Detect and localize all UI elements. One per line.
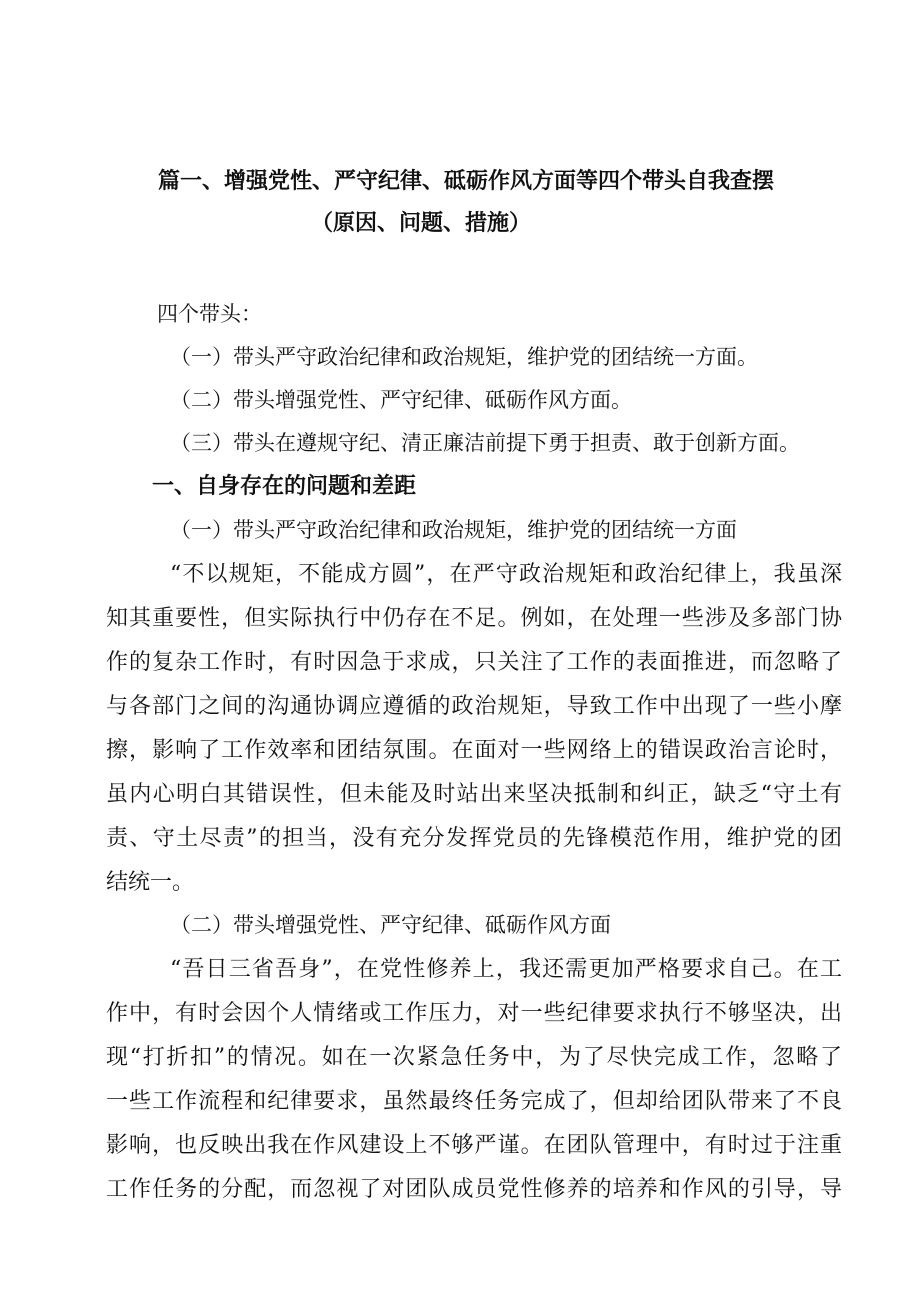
paragraph-line: 一些工作流程和纪律要求，虽然最终任务完成了，但却给团队带来了不良 xyxy=(106,1089,842,1114)
section-heading: 一、自身存在的问题和差距 xyxy=(152,474,417,499)
paragraph-line: 影响，也反映出我在作风建设上不够严谨。在团队管理中，有时过于注重 xyxy=(106,1133,842,1158)
paragraph-line: 作中，有时会因个人情绪或工作压力，对一些纪律要求执行不够坚决，出 xyxy=(106,1001,842,1026)
paragraph-line: 作的复杂工作时，有时因急于求成，只关注了工作的表面推进，而忽略了 xyxy=(106,650,842,675)
paragraph-line: 擦，影响了工作效率和团结氛围。在面对一些网络上的错误政治言论时， xyxy=(106,738,842,763)
intro-label: 四个带头： xyxy=(157,302,262,326)
paragraph-line: 结统一。 xyxy=(106,870,195,895)
subsection-heading: （一）带头严守政治纪律和政治规矩，维护党的团结统一方面 xyxy=(170,518,737,542)
paragraph-line: 知其重要性，但实际执行中仍存在不足。例如，在处理一些涉及多部门协 xyxy=(106,606,842,631)
list-item: （二）带头增强党性、严守纪律、砥砺作风方面。 xyxy=(170,388,632,412)
paragraph-line: 虽内心明白其错误性，但未能及时站出来坚决抵制和纠正，缺乏“守土有 xyxy=(106,782,842,807)
paragraph-line: 工作任务的分配，而忽视了对团队成员党性修养的培养和作风的引导，导 xyxy=(106,1177,842,1202)
document-subtitle: （原因、问题、措施） xyxy=(311,211,532,236)
paragraph-line: “不以规矩，不能成方圆”，在严守政治规矩和政治纪律上，我虽深 xyxy=(170,562,842,587)
document-title: 篇一、增强党性、严守纪律、砥砺作风方面等四个带头自我查摆 xyxy=(158,169,775,194)
paragraph-line: 现“打折扣”的情况。如在一次紧急任务中，为了尽快完成工作，忽略了 xyxy=(106,1045,842,1070)
paragraph-line: 责、守土尽责”的担当，没有充分发挥党员的先锋模范作用，维护党的团 xyxy=(106,826,842,851)
paragraph-line: “吾日三省吾身”，在党性修养上，我还需更加严格要求自己。在工 xyxy=(170,957,842,982)
paragraph-line: 与各部门之间的沟通协调应遵循的政治规矩，导致工作中出现了一些小摩 xyxy=(106,694,842,719)
list-item: （三）带头在遵规守纪、清正廉洁前提下勇于担责、敢于创新方面。 xyxy=(170,431,800,455)
list-item: （一）带头严守政治纪律和政治规矩，维护党的团结统一方面。 xyxy=(170,345,758,369)
subsection-heading: （二）带头增强党性、严守纪律、砥砺作风方面 xyxy=(170,913,611,937)
